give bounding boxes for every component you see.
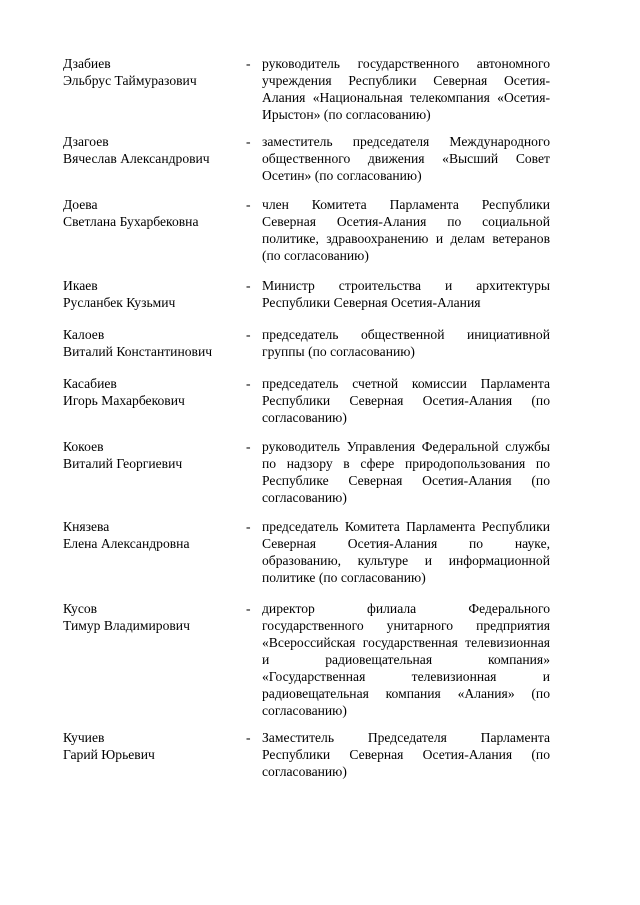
position-line: руководитель государственного автономного (262, 56, 550, 71)
member-position (262, 518, 550, 586)
member-name (63, 375, 248, 409)
position-line: Республики Северная Осетия-Алания (262, 295, 481, 310)
position-line: (по согласованию) (262, 248, 369, 263)
member-surname: Кучиев (63, 730, 105, 745)
position-line: группы (по согласованию) (262, 344, 415, 359)
member-name (63, 55, 248, 89)
member-given-name: Елена Александровна (63, 536, 190, 551)
position-line: государственного унитарного предприятия (262, 618, 550, 633)
member-position (262, 729, 550, 780)
member-given-name: Русланбек Кузьмич (63, 295, 176, 310)
member-name (63, 326, 248, 360)
position-line: Северная Осетия-Алания по науке, (262, 536, 550, 551)
position-line: руководитель Управления Федеральной службы (262, 439, 550, 454)
member-name (63, 133, 248, 167)
position-line: политике, здравоохранению и делам ветеранов (262, 231, 550, 246)
member-surname: Калоев (63, 327, 105, 342)
member-given-name: Игорь Махарбекович (63, 393, 185, 408)
position-line: согласованию) (262, 410, 347, 425)
position-line: Министр строительства и архитектуры (262, 278, 550, 293)
member-surname: Дзабиев (63, 56, 111, 71)
entry-dash: - (246, 519, 251, 534)
position-line: Осетин» (по согласованию) (262, 168, 422, 183)
position-line: «Государственная телевизионная и (262, 669, 550, 684)
member-name (63, 518, 248, 552)
position-line: Республике Северная Осетия-Алания (по (262, 473, 550, 488)
position-line: радиовещательная компания «Алания» (по (262, 686, 550, 701)
member-position (262, 277, 550, 311)
position-line: председатель общественной инициативной (262, 327, 550, 342)
entry-dash: - (246, 376, 251, 391)
member-position (262, 438, 550, 506)
member-surname: Кокоев (63, 439, 104, 454)
member-position (262, 133, 550, 184)
position-line: Северная Осетия-Алания по социальной (262, 214, 550, 229)
member-given-name: Эльбрус Таймуразович (63, 73, 197, 88)
position-line: заместитель председателя Международного (262, 134, 550, 149)
member-position (262, 55, 550, 123)
position-line: Республики Северная Осетия-Алания (по (262, 393, 550, 408)
member-given-name: Виталий Георгиевич (63, 456, 183, 471)
member-position (262, 326, 550, 360)
member-given-name: Гарий Юрьевич (63, 747, 155, 762)
member-position (262, 600, 550, 719)
member-surname: Кусов (63, 601, 98, 616)
member-position (262, 196, 550, 264)
position-line: Заместитель Председателя Парламента (262, 730, 550, 745)
member-surname: Доева (63, 197, 98, 212)
position-line: Ирыстон» (по согласованию) (262, 107, 431, 122)
member-surname: Дзагоев (63, 134, 109, 149)
member-name (63, 196, 248, 230)
member-name (63, 277, 248, 311)
entry-dash: - (246, 134, 251, 149)
member-name (63, 729, 248, 763)
member-given-name: Тимур Владимирович (63, 618, 190, 633)
position-line: председатель Комитета Парламента Республики (262, 519, 550, 534)
position-line: согласованию) (262, 703, 347, 718)
member-name (63, 600, 248, 634)
position-line: образованию, культуре и информационной (262, 553, 550, 568)
position-line: по надзору в сфере природопользования по (262, 456, 550, 471)
position-line: учреждения Республики Северная Осетия- (262, 73, 550, 88)
position-line: общественного движения «Высший Совет (262, 151, 550, 166)
member-position (262, 375, 550, 426)
position-line: и радиовещательная компания» (262, 652, 550, 667)
member-name (63, 438, 248, 472)
position-line: Республики Северная Осетия-Алания (по (262, 747, 550, 762)
position-line: председатель счетной комиссии Парламента (262, 376, 550, 391)
position-line: директор филиала Федерального (262, 601, 550, 616)
position-line: согласованию) (262, 490, 347, 505)
member-surname: Икаев (63, 278, 98, 293)
member-surname: Князева (63, 519, 110, 534)
position-line: Алания «Национальная телекомпания «Осетия- (262, 90, 550, 105)
position-line: член Комитета Парламента Республики (262, 197, 550, 212)
position-line: политике (по согласованию) (262, 570, 426, 585)
entry-dash: - (246, 439, 251, 454)
member-given-name: Виталий Константинович (63, 344, 213, 359)
entry-dash: - (246, 278, 251, 293)
member-given-name: Вячеслав Александрович (63, 151, 210, 166)
entry-dash: - (246, 327, 251, 342)
entry-dash: - (246, 197, 251, 212)
position-line: «Всероссийская государственная телевизионная (262, 635, 550, 650)
position-line: согласованию) (262, 764, 347, 779)
entry-dash: - (246, 601, 251, 616)
member-surname: Касабиев (63, 376, 117, 391)
member-given-name: Светлана Бухарбековна (63, 214, 199, 229)
entry-dash: - (246, 730, 251, 745)
entry-dash: - (246, 56, 251, 71)
